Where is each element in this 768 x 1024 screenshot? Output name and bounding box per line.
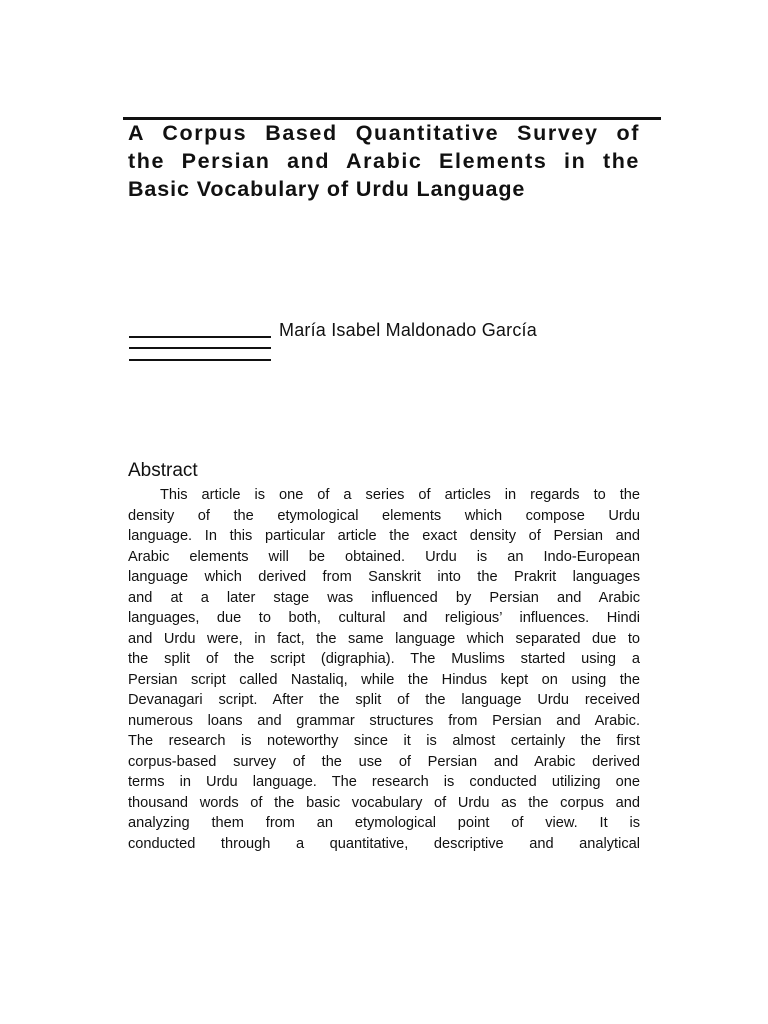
author-block xyxy=(129,314,649,374)
title-line: the Persian and Arabic Elements in the xyxy=(128,149,640,173)
abstract-heading: Abstract xyxy=(128,460,198,481)
abstract-line: terms in Urdu language. The research is conducted utilizing one xyxy=(128,774,640,790)
abstract-line: conducted through a quantitative, descriptive and analytical xyxy=(128,835,640,852)
abstract-line: Devanagari script. After the split of the language Urdu received xyxy=(128,692,640,708)
abstract-line: This article is one of a series of articles in regards to the xyxy=(160,487,640,503)
abstract-line: and at a later stage was influenced by Persian and Arabic xyxy=(128,589,640,606)
title-line: A Corpus Based Quantitative Survey of xyxy=(128,121,640,145)
abstract-line: Arabic elements will be obtained. Urdu is an Indo-European xyxy=(128,548,640,565)
abstract-line: numerous loans and grammar structures from Persian and Arabic. xyxy=(128,712,640,729)
abstract-line: language which derived from Sanskrit into the Prakrit languages xyxy=(128,569,640,585)
abstract-line: thousand words of the basic vocabulary of Urdu as the corpus and xyxy=(128,794,640,811)
abstract-line: analyzing them from an etymological point of view. It is xyxy=(128,815,640,831)
paper-title xyxy=(128,119,640,203)
author-rule xyxy=(129,336,271,338)
title-line: Basic Vocabulary of Urdu Language xyxy=(128,177,526,201)
abstract-line: the split of the script (digraphia). The Muslims started using a xyxy=(128,651,640,667)
abstract-line: and Urdu were, in fact, the same language which separated due to xyxy=(128,630,640,647)
abstract-line: corpus-based survey of the use of Persian and Arabic derived xyxy=(128,753,640,770)
abstract-line: density of the etymological elements which compose Urdu xyxy=(128,507,640,524)
abstract-line: language. In this particular article the exact density of Persian and xyxy=(128,528,640,544)
abstract-body xyxy=(128,485,640,854)
author-rule xyxy=(129,359,271,361)
abstract-line: The research is noteworthy since it is almost certainly the first xyxy=(128,733,640,749)
author-name: María Isabel Maldonado García xyxy=(279,320,537,340)
abstract-line: Persian script called Nastaliq, while the Hindus kept on using the xyxy=(128,671,640,688)
abstract-line: languages, due to both, cultural and religious’ influences. Hindi xyxy=(128,610,640,626)
author-rule xyxy=(129,347,271,349)
